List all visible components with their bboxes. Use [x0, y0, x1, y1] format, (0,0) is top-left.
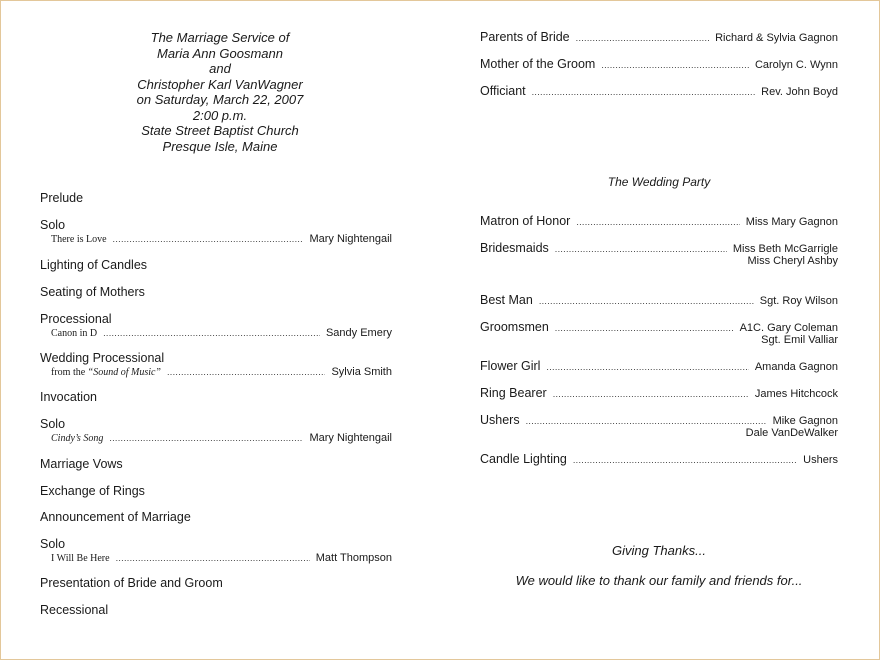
item-title: Recessional	[40, 603, 109, 617]
program-item-prelude	[40, 190, 392, 206]
role-label: Matron of Honor	[480, 214, 571, 228]
dot-leader	[553, 389, 749, 399]
role-label: Best Man	[480, 293, 533, 307]
item-detail	[40, 432, 392, 444]
thanks-line: We would like to thank our family and friends for...	[515, 573, 803, 588]
piece-title: Canon in D	[51, 328, 98, 339]
person-name: Mike Gagnon	[772, 415, 838, 427]
item-title: Invocation	[40, 390, 97, 404]
performer-name: Sandy Emery	[325, 327, 392, 339]
performer-name: Sylvia Smith	[331, 366, 392, 378]
matron-of-honor-row	[480, 214, 838, 228]
program-item-solo	[40, 416, 392, 444]
dot-leader	[109, 433, 303, 443]
person-name: Miss Mary Gagnon	[745, 216, 838, 228]
role-label: Bridesmaids	[480, 241, 549, 255]
person-name: Ushers	[803, 454, 838, 466]
performer-name: Matt Thompson	[315, 552, 392, 564]
best-man-row	[480, 293, 838, 307]
dot-leader	[601, 60, 749, 70]
item-title: Processional	[40, 312, 112, 326]
person-name: A1C. Gary Coleman	[739, 322, 838, 334]
piece-prefix: from the	[51, 367, 88, 378]
dot-leader	[526, 416, 767, 426]
dot-leader	[539, 296, 754, 306]
role-label: Flower Girl	[480, 359, 541, 373]
dot-leader	[576, 33, 709, 43]
ceremony-date: on Saturday, March 22, 2007	[136, 92, 304, 107]
role-label: Ring Bearer	[480, 386, 547, 400]
performer-name: Mary Nightengail	[309, 233, 392, 245]
wedding-party-heading: The Wedding Party	[607, 175, 711, 189]
dot-leader	[532, 87, 756, 97]
ring-bearer-row	[480, 386, 838, 400]
mother-of-groom-row	[480, 57, 838, 71]
person-name: Amanda Gagnon	[754, 361, 838, 373]
person-name: Dale VanDeWalker	[745, 427, 838, 439]
item-title: Lighting of Candles	[40, 258, 148, 272]
role-label: Candle Lighting	[480, 452, 567, 466]
program-item-mothers	[40, 284, 392, 300]
ushers-row	[480, 413, 838, 427]
piece-title	[51, 367, 161, 378]
item-title: Prelude	[40, 191, 84, 205]
program-item-presentation	[40, 575, 392, 591]
person-name: James Hitchcock	[754, 388, 838, 400]
performer-name: Mary Nightengail	[309, 432, 392, 444]
item-title: Solo	[40, 537, 66, 551]
item-title: Presentation of Bride and Groom	[40, 576, 223, 590]
piece-name: “Sound of Music”	[87, 367, 161, 378]
program-item-announcement	[40, 509, 392, 525]
piece-title: There is Love	[51, 234, 107, 245]
item-title: Marriage Vows	[40, 457, 123, 471]
program-item-rings	[40, 483, 392, 499]
role-label: Ushers	[480, 413, 520, 427]
dot-leader	[103, 328, 320, 338]
program-item-processional	[40, 311, 392, 339]
item-title: Wedding Processional	[40, 351, 165, 365]
item-detail	[40, 552, 392, 564]
person-name: Sgt. Emil Valliar	[761, 334, 838, 346]
person-name: Sgt. Roy Wilson	[759, 295, 838, 307]
program-item-recessional	[40, 602, 392, 618]
item-title: Exchange of Rings	[40, 484, 145, 498]
flower-girl-row	[480, 359, 838, 373]
person-name: Rev. John Boyd	[761, 86, 838, 98]
role-label: Officiant	[480, 84, 526, 98]
groom-name: Christopher Karl VanWagner	[137, 76, 303, 92]
item-title: Solo	[40, 417, 66, 431]
dot-leader	[555, 323, 734, 333]
item-title: Solo	[40, 218, 66, 232]
piece-title: I Will Be Here	[51, 553, 110, 564]
item-title: Seating of Mothers	[40, 285, 145, 299]
candle-lighting-row	[480, 452, 838, 466]
parents-of-bride-row	[480, 30, 838, 44]
program-item-wedding-processional	[40, 350, 392, 378]
piece-title: Cindy’s Song	[51, 433, 104, 444]
dot-leader	[573, 455, 797, 465]
person-name: Miss Cheryl Ashby	[747, 255, 838, 267]
header-line: and	[209, 61, 231, 76]
service-header	[120, 30, 320, 154]
program-item-solo	[40, 217, 392, 245]
dot-leader	[116, 553, 310, 563]
dot-leader	[555, 244, 727, 254]
thanks-heading: Giving Thanks...	[612, 543, 706, 558]
person-name: Miss Beth McGarrigle	[732, 243, 838, 255]
program-item-solo	[40, 536, 392, 564]
dot-leader	[576, 217, 739, 227]
bride-name: Maria Ann Goosmann	[157, 45, 283, 61]
dot-leader	[167, 367, 325, 377]
ceremony-time: 2:00 p.m.	[192, 107, 248, 123]
church-name: State Street Baptist Church	[141, 123, 299, 138]
role-label: Groomsmen	[480, 320, 549, 334]
item-detail	[40, 327, 392, 339]
program-item-invocation	[40, 389, 392, 405]
program-item-candles	[40, 257, 392, 273]
person-name: Richard & Sylvia Gagnon	[715, 32, 838, 44]
groomsmen-row	[480, 320, 838, 334]
dot-leader	[113, 234, 304, 244]
dot-leader	[546, 362, 748, 372]
header-line: The Marriage Service of	[150, 30, 290, 45]
item-title: Announcement of Marriage	[40, 510, 191, 524]
role-label: Mother of the Groom	[480, 57, 596, 71]
item-detail	[40, 233, 392, 245]
church-location: Presque Isle, Maine	[162, 138, 278, 154]
officiant-row	[480, 84, 838, 98]
role-label: Parents of Bride	[480, 30, 570, 44]
item-detail	[40, 366, 392, 378]
bridesmaids-row	[480, 241, 838, 255]
person-name: Carolyn C. Wynn	[754, 59, 838, 71]
program-item-vows	[40, 456, 392, 472]
